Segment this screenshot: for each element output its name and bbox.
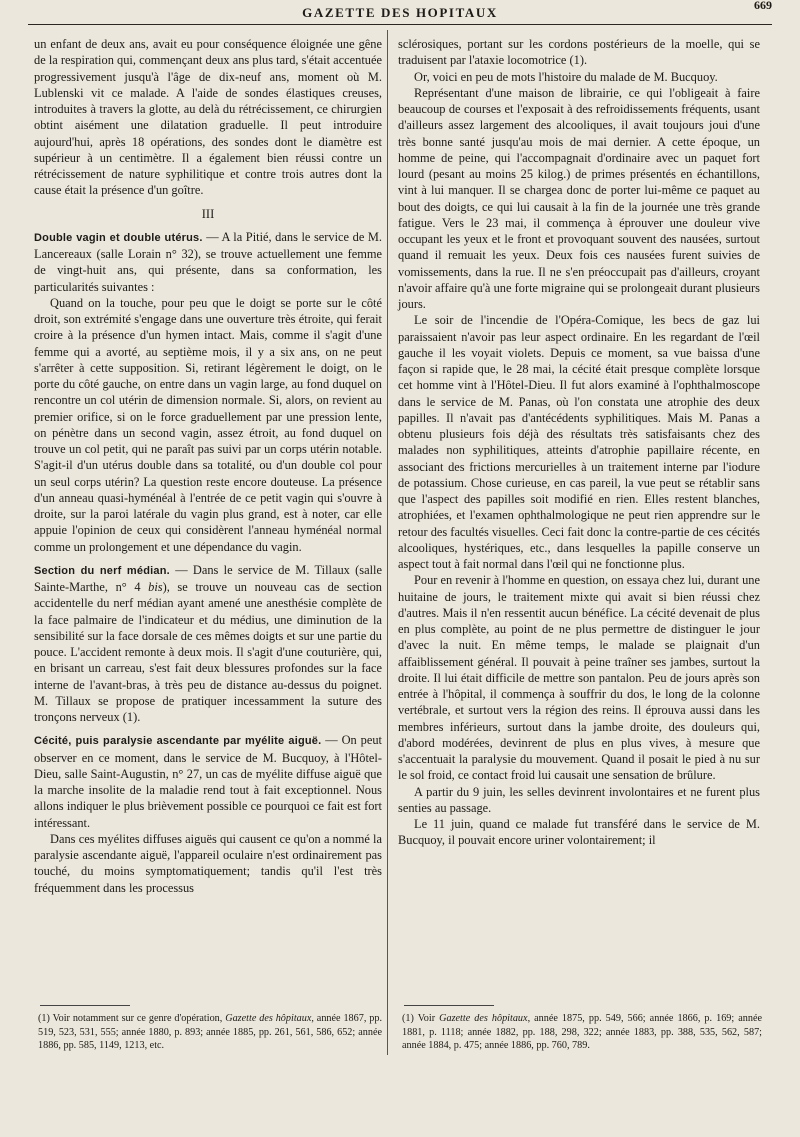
article-cecite [34,732,382,831]
paragraph: Représentant d'une maison de librairie, ce qui l'obligeait à faire beaucoup de courses et l'exposait à des refroidissements fréquents, usant d'ailleurs assez largement des alcooliques, il avait toujours joui d'une très bonne santé jusqu'au mois de mai dernier. A cette époque, un homme de peine, qui l'accompagnait d'ordinaire avec un paquet fort lourd (pesant au moins 25 kilog.) de primes présentés en échantillons, vint à lui manquer. Il se chargea donc de porter lui-même ce paquet au bout des doigts, ce qui lui causait à la fin de la journée une très grande fatigue. Vers le 23 mai, il commença à éprouver une douleur vive occupant les yeux et le front et provoquant souvent des nausées, surtout quand il remuait les yeux. Deux fois ces nausées furent suivies de vomissements, dans la rue. Il ne s'en préoccupait pas d'ailleurs, croyant n'avoir affaire qu'à une forte migraine qui se prolongeait durant plusieurs jours. [398,85,760,311]
footnote-right [402,1012,762,1053]
left-column [34,36,382,896]
footnote-rule [40,1005,130,1006]
right-column [398,36,760,849]
section-number: III [201,206,215,221]
paragraph: Le soir de l'incendie de l'Opéra-Comique, les becs de gaz lui paraissaient n'avoir pas leur aspect ordinaire. En les regardant de l'œil gauche il les voyait violets. Depuis ce moment, sa vue baissa d'une façon si rapide que, le 28 mai, la cécité était presque complète lorsque cet homme vint à l'Hôtel-Dieu. Il fut alors examiné à l'ophthalmoscope dans le service de M. Panas, où l'on constata une atrophie des deux papilles. Il n'avait pas d'antécédents syphilitiques. Mais M. Panas a obtenu plusieurs fois déjà des résultats très satisfaisants chez des malades non syphilitiques, atteints d'atrophie papillaire récente, en associant des frictions mercurielles à un traitement interne par l'iodure de potassium. Chose curieuse, en cas pareil, la vue peut se rétablir sans que l'aspect des papilles soit modifié en rien. Elles restent blanches, atrophiées, et l'examen ophthalmologique ne peut rien apprendre sur le retour des facultés visuelles. Ceci fait donc la contre-partie de ces cécités alcooliques, hystériques, etc., dans lesquelles la papille conserve un aspect tout à fait normal dans l'œil qui ne fonctionne plus. [398,313,760,571]
page-header [28,0,772,25]
article-title: Section du nerf médian. [34,564,170,577]
footnote-rule [404,1005,494,1006]
footnote-text: , année 1875, pp. 549, 566; année 1866, p. 169; année 1881, p. 1118; année 1882, pp. 188, 298, 322; année 1883, pp. 388, 535, 562, 587; année 1884, p. 475; année 1886, pp. 760, 789. [402,1013,762,1052]
article-nerf-median [34,562,382,726]
paragraph: sclérosiques, portant sur les cordons postérieurs de la moelle, qui se traduisent par l'ataxie locomotrice (1). [398,37,760,68]
paragraph: Quand on la touche, pour peu que le doigt se porte sur le côté droit, son extrémité s'engage dans une ouverture très étroite, qui ferait croire à la présence d'un hymen intact. Mais, comme il s'agit d'une femme qui a avorté, au septième mois, il y a six ans, on ne peut s'arrêter à cette supposition. Si, retirant légèrement le doigt, on le porte du côté gauche, on entre dans un vagin large, au fond duquel on rencontre un col utérin de dimension normale. Si, alors, on revient au premier orifice, si on le force graduellement par une pression lente, on pénètre dans un second vagin, assez étroit, au fond duquel on trouve un col petit, qui ne paraît pas suivi par un corps utérin notable. S'agit-il d'un utérus double dans sa totalité, ou d'un double col pour un seul corps utérin? La question reste encore douteuse. La présence d'un anneau quasi-hyménéal à l'entrée de ce petit vagin qui s'ouvre à droite, sur la paroi latérale du vagin plus grand, est à noter, car elle appuie l'opinion de ceux qui considèrent l'anneau hyménéal normal comme un prolongement et une dépendance du vagin. [34,295,382,554]
article-text: — On peut observer en ce moment, dans le service de M. Bucquoy, à l'Hôtel-Dieu, salle Saint-Augustin, n° 27, un cas de myélite diffuse aiguë que la marche insolite de la maladie rend tout à fait exceptionnel. Nous allons indiquer le plus brièvement possible ce pourquoi ce fait est fort intéressant. [34,733,382,830]
paragraph: Pour en revenir à l'homme en question, on essaya chez lui, durant une huitaine de jours, le traitement mixte qui avait si bien réussi chez d'autres. Mais il n'en ressentit aucun bénéfice. La cécité devenait de plus en plus complète, au point de ne plus permettre de distinguer le jour d'avec la nuit. En même temps, le malade se plaignait d'un affaiblissement général. Il pouvait à peine traîner ses jambes, surtout la droite. Il lui était difficile de mettre son pantalon. Peu de jours après son entrée à l'hôpital, il commença à souffrir du dos, le long de la colonne vertébrale, et surtout vers la région des reins. Il éprouva aussi dans les membres inférieurs, surtout dans la jambe droite, des douleurs qui, d'abord modérées, devinrent de plus en plus vives, à mesure que s'accentuait la paralysie du mouvement. Quand il posait le pied à nu sur le sol froid, ce contact froid lui causait une sensation de brûlure. [398,573,760,783]
paragraph: Le 11 juin, quand ce malade fut transféré dans le service de M. Bucquoy, il pouvait encore uriner volontairement; il [398,817,760,848]
publication-title: GAZETTE DES HOPITAUX [302,5,498,20]
footnote-left [38,1012,382,1053]
paragraph: A partir du 9 juin, les selles devinrent involontaires et ne furent plus senties au passage. [398,784,760,815]
paragraph: Dans ces myélites diffuses aiguës qui causent ce qu'on a nommé la paralysie ascendante aiguë, l'appareil oculaire n'est ordinairement pas touché, du moins symptomatiquement; tandis qu'il l'est très fréquemment dans les processus [34,831,382,895]
column-divider [387,30,388,1055]
article-title: Double vagin et double utérus. [34,231,203,244]
article-text: — A la Pitié, dans le service de M. Lancereaux (salle Lorain n° 32), se trouve actuellement une femme de vingt-huit ans, qui présente, dans sa conformation, les particularités suivantes : [34,229,382,294]
article-title: Cécité, puis paralysie ascendante par myélite aiguë. [34,735,322,748]
footnote-text: (1) Voir [402,1013,440,1024]
footnote-journal: Gazette des hôpitaux [225,1013,312,1024]
footnote-text: (1) Voir notamment sur ce genre d'opération, [38,1013,226,1024]
footnote-text: , année 1867, pp. 519, 523, 531, 555; année 1880, p. 893; année 1885, pp. 261, 561, 586, 652; année 1886, pp. 585, 1149, 1213, etc. [38,1013,382,1052]
page-number: 669 [754,0,772,12]
article-text: ), se trouve un nouveau cas de section accidentelle du nerf médian ayant amené une anesthésie complète de la face palmaire de l'indicateur et du médius, une diminution de la sensibilité sur la face dorsale de ces mêmes doigts et sur une partie du pouce. L'accident remonte à deux mois. Il s'agit d'une couturière, qui, en brisant un carreau, s'est fait deux blessures profondes sur la face interne de l'avant-bras, à très peu de distance au-dessus du poignet. M. Tillaux se propose de pratiquer incessamment la suture des tronçons nerveux (1). [34,580,382,724]
paragraph: Or, voici en peu de mots l'histoire du malade de M. Bucquoy. [414,69,718,84]
article-text-italic: bis [148,580,163,594]
footnote-journal: Gazette des hôpitaux [439,1013,528,1024]
article-text: — Dans le service de M. Tillaux (salle Sainte-Marthe, n° 4 [34,562,382,594]
paragraph: un enfant de deux ans, avait eu pour conséquence éloignée une gêne de la respiration qui, commençant deux ans plus tard, s'était accentuée progressivement jusqu'à l'âge de dix-neuf ans, moment où M. Lublenski vit ce malade. A l'aide de sondes élastiques creuses, introduites à travers la glotte, au delà du rétrécissement, ce chirurgien obtint aisément une dilatation graduelle. Il peut introduire aujourd'hui, après 18 opérations, des sondes dont le diamètre est supérieur à un centimètre. Il a également bien réussi contre un rétrécissement de nature syphilitique et contre trois autres dont la cause était la présence d'un goître. [34,37,382,198]
article-double-vagin [34,229,382,295]
